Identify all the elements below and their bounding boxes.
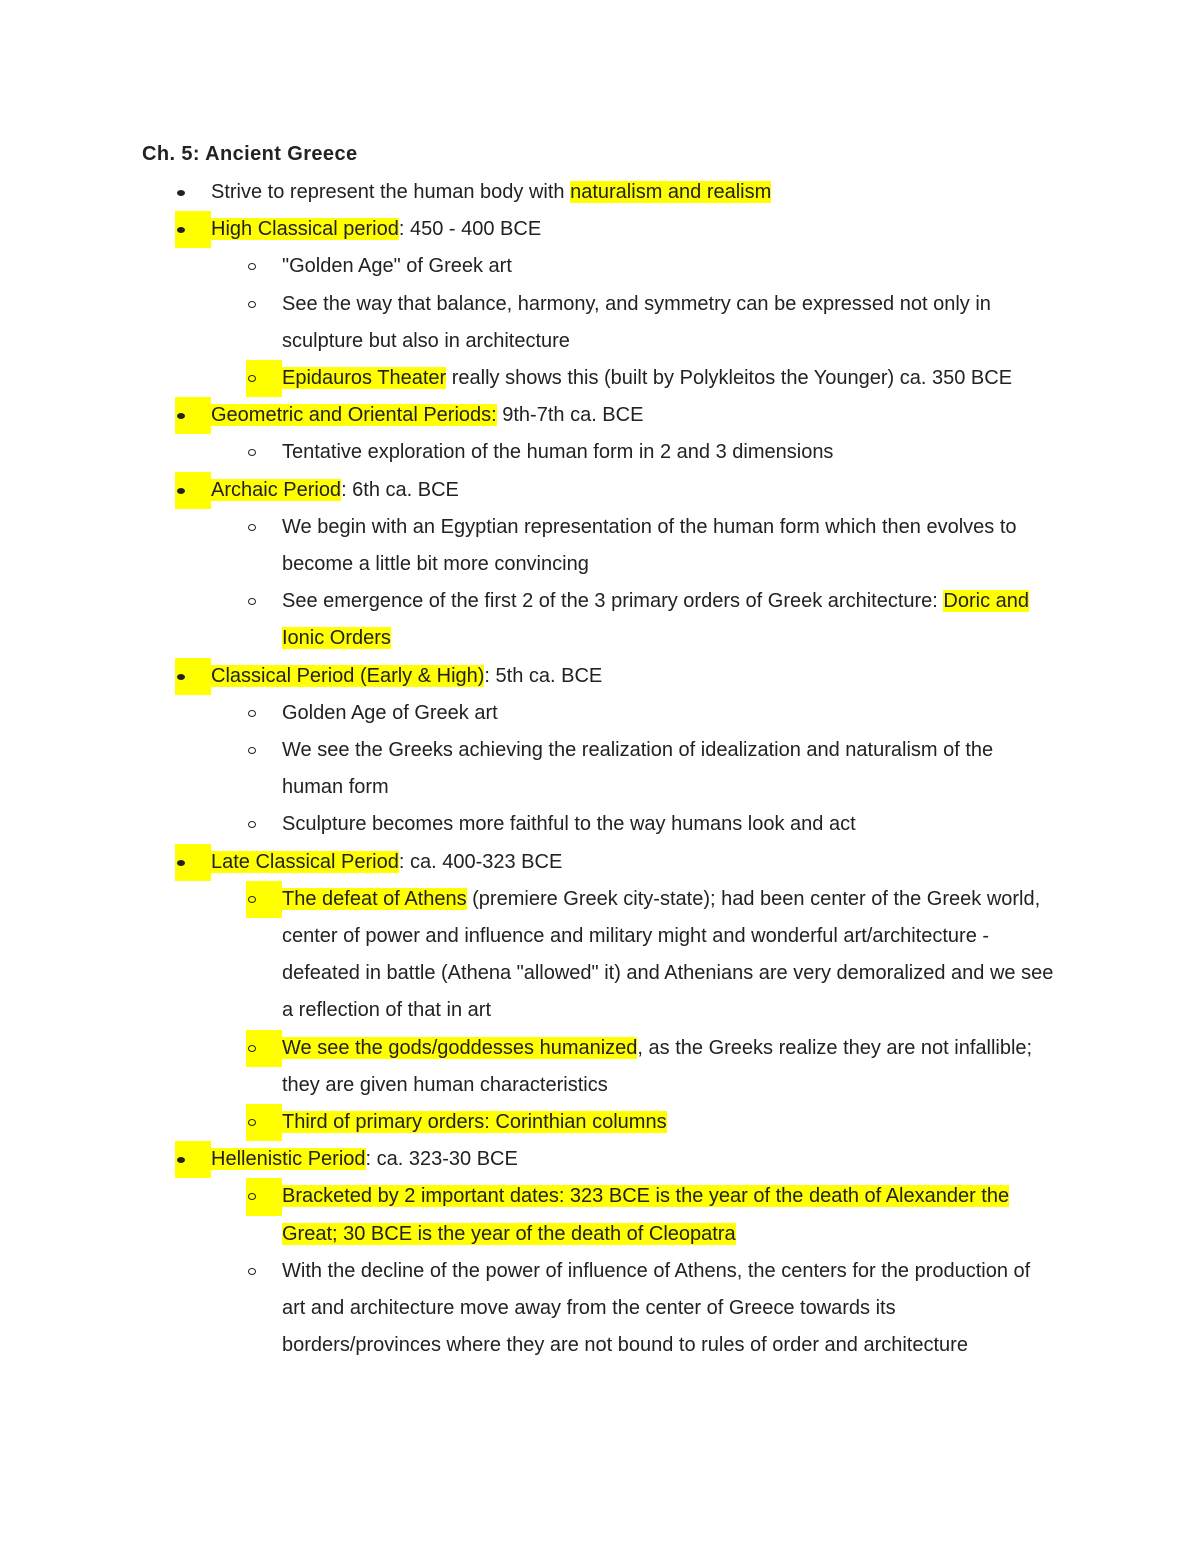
bullet-circle-icon xyxy=(246,806,258,843)
item-text: We see the Greeks achieving the realization of idealization and naturalism of the human form xyxy=(282,739,994,799)
bullet-dot-icon xyxy=(175,397,211,434)
notes-list xyxy=(0,174,1200,1365)
bullet-circle-icon xyxy=(246,360,282,397)
highlighted-text: Doric and Ionic Orders xyxy=(282,590,1030,650)
item-text: "Golden Age" of Greek art xyxy=(282,255,512,278)
list-item xyxy=(0,360,1200,397)
list-item xyxy=(0,658,1200,695)
bullet-dot-icon xyxy=(175,1141,211,1178)
item-text: See emergence of the first 2 of the 3 primary orders of Greek architecture: xyxy=(282,590,944,613)
item-text: We begin with an Egyptian representation of the human form which then evolves to become a little bit more convincing xyxy=(282,515,1017,576)
item-text: 9th-7th ca. BCE xyxy=(496,404,644,427)
list-item xyxy=(0,397,1200,434)
highlighted-text: The defeat of Athens xyxy=(282,887,467,910)
item-text: Golden Age of Greek art xyxy=(282,701,498,724)
item-text: Sculpture becomes more faithful to the way humans look and act xyxy=(282,813,856,836)
highlighted-text: Late Classical Period xyxy=(211,850,399,873)
list-item xyxy=(0,695,1200,732)
item-text: (premiere Greek city-state); had been center of the Greek world, center of power and influence and military might and wonderful art/architecture - defeated in battle (Athena "allowed" it) and Athenians are very demoralized and we see a reflection of that in art xyxy=(282,887,1054,1022)
list-item xyxy=(0,844,1200,881)
bullet-circle-icon xyxy=(246,1104,282,1141)
item-text: Tentative exploration of the human form in 2 and 3 dimensions xyxy=(282,441,834,464)
list-item xyxy=(0,806,1200,843)
bullet-circle-icon xyxy=(246,1178,282,1215)
item-text: : ca. 323-30 BCE xyxy=(365,1148,518,1171)
item-text: : ca. 400-323 BCE xyxy=(398,850,563,873)
bullet-circle-icon xyxy=(246,1253,258,1290)
list-item xyxy=(0,881,1200,1030)
page-title: Ch. 5: Ancient Greece xyxy=(142,143,358,165)
bullet-circle-icon xyxy=(246,286,258,323)
bullet-circle-icon xyxy=(246,881,282,918)
item-text: See the way that balance, harmony, and symmetry can be expressed not only in sculpture but also in architecture xyxy=(282,292,991,352)
list-item xyxy=(0,434,1200,471)
bullet-circle-icon xyxy=(246,695,258,732)
bullet-circle-icon xyxy=(246,248,258,285)
highlighted-text: Epidauros Theater xyxy=(282,367,447,390)
highlighted-text: We see the gods/goddesses humanized xyxy=(282,1036,638,1059)
bullet-circle-icon xyxy=(246,1030,282,1067)
highlighted-text: Classical Period (Early & High) xyxy=(211,664,485,687)
list-item xyxy=(0,1253,1200,1365)
bullet-dot-icon xyxy=(175,844,211,881)
highlighted-text: naturalism and realism xyxy=(570,181,772,203)
item-text: : 6th ca. BCE xyxy=(341,478,459,501)
list-item xyxy=(0,1178,1200,1252)
list-item xyxy=(0,248,1200,285)
bullet-dot-icon xyxy=(175,472,211,509)
highlighted-text: Third of primary orders: Corinthian columns xyxy=(282,1111,667,1134)
item-text: Strive to represent the human body with xyxy=(211,181,571,203)
bullet-dot-icon xyxy=(175,211,211,248)
bullet-circle-icon xyxy=(246,509,258,546)
item-text: really shows this (built by Polykleitos the Younger) ca. 350 BCE xyxy=(446,367,1013,390)
item-text: With the decline of the power of influence of Athens, the centers for the production of art and architecture move away from the center of Greece towards its borders/provinces where they are not bound to rules of order and architecture xyxy=(282,1259,1031,1357)
item-text: , as the Greeks realize they are not infallible; they are given human characteristics xyxy=(282,1036,1033,1096)
list-item xyxy=(0,472,1200,509)
list-item xyxy=(0,1141,1200,1178)
bullet-circle-icon xyxy=(246,434,258,471)
bullet-circle-icon xyxy=(246,583,258,620)
list-item xyxy=(0,1104,1200,1141)
list-item xyxy=(0,211,1200,248)
highlighted-text: Hellenistic Period xyxy=(211,1148,366,1171)
list-item xyxy=(0,286,1200,360)
list-item xyxy=(0,1030,1200,1104)
bullet-dot-icon xyxy=(175,658,211,695)
list-item xyxy=(0,732,1200,806)
item-text: : 450 - 400 BCE xyxy=(398,218,542,241)
bullet-circle-icon xyxy=(246,732,258,769)
bullet-dot-icon xyxy=(175,174,187,211)
highlighted-text: High Classical period xyxy=(211,218,399,241)
highlighted-text: Archaic Period xyxy=(211,478,342,501)
highlighted-text: Geometric and Oriental Periods: xyxy=(211,404,497,427)
item-text: : 5th ca. BCE xyxy=(484,664,603,687)
list-item xyxy=(0,174,1200,211)
list-item xyxy=(0,583,1200,657)
highlighted-text: Bracketed by 2 important dates: 323 BCE is the year of the death of Alexander the Great; 30 BCE is the year of the death of Cleopatra xyxy=(282,1185,1010,1245)
list-item xyxy=(0,509,1200,583)
